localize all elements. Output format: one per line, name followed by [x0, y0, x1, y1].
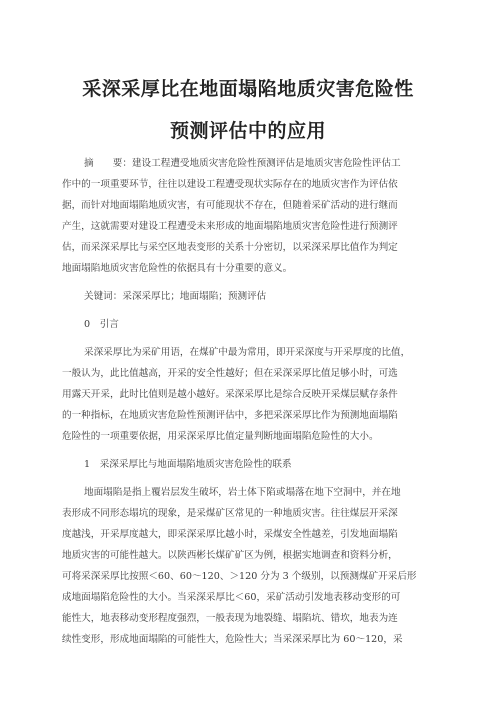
paragraph-line: 地面塌陷是指上覆岩层发生破坏，岩土体下陷或塌落在地下空洞中，并在地 [84, 487, 401, 498]
keywords: 关键词：采深采厚比；地面塌陷；预测评估 [84, 291, 267, 302]
paragraph-line: 用露天开采，此时比值则是越小越好。采深采厚比是综合反映开采煤层赋存条件 [62, 389, 398, 400]
abstract-line: 据，而针对地面塌陷地质灾害，有可能现状不存在，但随着采矿活动的进行继而 [62, 200, 398, 211]
abstract-line: 摘 要：建设工程遭受地质灾害危险性预测评估是地质灾害危险性评估工 [84, 158, 401, 169]
abstract-line: 作中的一项重要环节，往往以建设工程遭受现状实际存在的地质灾害作为评估依 [62, 179, 398, 190]
abstract-line: 产生，这就需要对建设工程遭受未来形成的地面塌陷地质灾害危险性进行预测评 [62, 221, 398, 232]
document-title-line-2: 预测评估中的应用 [169, 120, 326, 142]
abstract-line: 地面塌陷地质灾害危险性的依据具有十分重要的意义。 [62, 263, 293, 274]
abstract-line: 估，而采深采厚比与采空区地表变形的关系十分密切，以采深采厚比值作为判定 [62, 242, 398, 253]
paragraph-line: 成地面塌陷危险性的大小。当采深采厚比＜60，采矿活动引发地表移动变形的可 [62, 592, 401, 603]
paragraph-line: 能性大，地表移动变形程度强烈，一般表现为地裂缝、塌陷坑、错坎，地表为连 [62, 613, 398, 624]
paragraph-line: 一般认为，此比值越高，开采的安全性越好；但在采深采厚比值足够小时，可选 [62, 368, 398, 379]
paragraph-line: 采深采厚比为采矿用语，在煤矿中最为常用，即开采深度与开采厚度的比值， [84, 347, 411, 358]
section-heading-1: 1 采深采厚比与地面塌陷地质灾害危险性的联系 [84, 459, 292, 470]
paragraph-line: 度越浅，开采厚度越大，即采深采厚比越小时，采煤安全性越差，引发地面塌陷 [62, 529, 398, 540]
paragraph-line: 表形成不同形态塌坑的现象，是采煤矿区常见的一种地质灾害。往往煤层开采深 [62, 508, 398, 519]
document-title-line-1: 采深采厚比在地面塌陷地质灾害危险性 [82, 78, 414, 100]
section-heading-0: 0 引言 [84, 319, 119, 330]
paragraph-line: 地质灾害的可能性越大。以陕西彬长煤矿矿区为例，根据实地调查和资料分析， [62, 550, 398, 561]
paragraph-line: 续性变形，形成地面塌陷的可能性大，危险性大；当采深采厚比为 60～120，采 [62, 634, 403, 645]
paragraph-line: 的一种指标，在地质灾害危险性预测评估中，多把采深采厚比作为预测地面塌陷 [62, 410, 398, 421]
paragraph-line: 危险性的一项重要依据，用采深采厚比值定量判断地面塌陷危险性的大小。 [62, 431, 379, 442]
paragraph-line: 可将采深采厚比按照＜60、60～120、＞120 分为 3 个级别，以预测煤矿开采后形 [62, 571, 417, 582]
